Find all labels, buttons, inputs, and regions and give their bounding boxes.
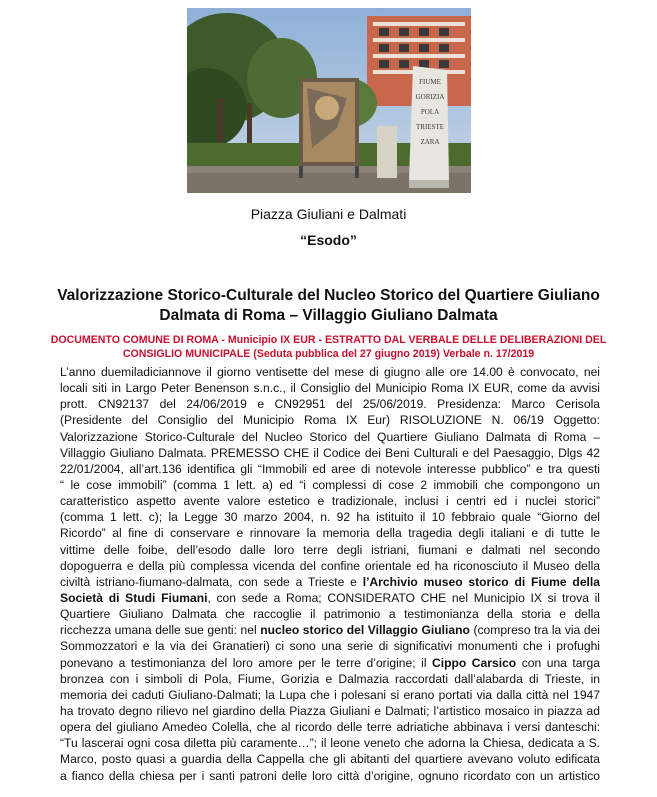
photo-caption-work: “Esodo” bbox=[300, 232, 357, 248]
body-line: Villaggio Giuliano Dalmata. PREMESSO CHE il Codice dei Beni Culturali e del Paesaggio, Dlgs 42 bbox=[60, 445, 600, 460]
body-bold-text: Cippo Carsico bbox=[432, 655, 517, 670]
body-line: “ le cose immobili” (comma 1 lett. a) ed “i complessi di cose 2 immobili che compongono un bbox=[60, 477, 600, 492]
header-line: CONSIGLIO MUNICIPALE (Seduta pubblica del 27 giugno 2019) Verbale n. 17/2019 bbox=[122, 348, 535, 360]
document-body bbox=[60, 364, 600, 784]
sign-line: GORIZIA bbox=[415, 93, 445, 101]
header-line: DOCUMENTO COMUNE DI ROMA - Municipio IX EUR - ESTRATTO DAL VERBALE DELLE DELIBERAZIONI DEL bbox=[50, 334, 607, 346]
body-line: prott. CN92137 del 24/06/2019 e CN92951 del 25/06/2019. Presidenza: Marco Cerisola bbox=[60, 397, 600, 412]
title-line: Dalmata di Roma – Villaggio Giuliano Dalmata bbox=[159, 307, 498, 324]
body-line: L’anno duemiladiciannove il giorno ventisette del mese di giugno alle ore 14.00 è convocato, nei bbox=[60, 365, 600, 379]
body-line: Marco, posto quasi a guardia della Cappella che gli abitanti del quartiere avevano voluto edificata bbox=[60, 752, 600, 767]
body-line: a fianco della chiesa per i santi patroni delle loro città d’origine, ognuno ricordato con un artistico bbox=[60, 768, 600, 783]
body-line: “Tu lascerai ogni cosa diletta più caramente…”; il leone veneto che adorna la Chiesa, dedicata a S. bbox=[60, 736, 600, 751]
title-line: Valorizzazione Storico-Culturale del Nucleo Storico del Quartiere Giuliano bbox=[57, 287, 600, 304]
body-bold-text: nucleo storico del Villaggio Giuliano bbox=[260, 623, 470, 638]
body-line bbox=[60, 574, 600, 590]
body-line: 22/01/2004, all’art.136 identifica gli “Immobili ed aree di notevole interesse pubblico” e tra questi bbox=[60, 461, 600, 476]
monument-photo bbox=[187, 8, 471, 193]
body-line: (Presidente del Consiglio del Municipio Roma IX Eur) RISOLUZIONE N. 06/19 Oggetto: bbox=[60, 413, 600, 428]
body-line: (comma 1 lett. c); la Legge 30 marzo 2004, n. 92 ha istituito il 10 febbraio quale “Giorno del bbox=[60, 510, 600, 525]
document-title bbox=[40, 286, 617, 326]
body-text: con una targa bbox=[516, 655, 600, 670]
body-line: opera del giuliano Amedeo Colella, che al ricordo delle terre adriatiche abbinava i versi danteschi: bbox=[60, 720, 600, 735]
body-line: ha trovato degno rilievo nel giardino della Piazza Giuliani e Dalmati; l’artistico mosaico in piazza ad bbox=[60, 703, 600, 718]
document-header bbox=[50, 333, 607, 361]
body-line: Quartiere Giuliano Dalmata che raccoglie il patrimonio a testimonianza della storia e della bbox=[60, 607, 600, 622]
body-line bbox=[60, 622, 600, 638]
body-line: locali siti in Largo Peter Benenson s.n.c., il Consiglio del Municipio Roma IX EUR, come da avvisi bbox=[60, 381, 600, 396]
body-line: Valorizzazione Storico-Culturale del Nucleo Storico del Quartiere Giuliano Dalmata di Roma – bbox=[60, 429, 600, 444]
body-text: civiltà istriano-fiumano-dalmata, con sede a Trieste e bbox=[60, 574, 363, 589]
body-text: (compreso tra la via dei bbox=[469, 623, 600, 638]
body-text: ponevano a testimonianza del loro amore per le terre d’origine; il bbox=[60, 655, 433, 670]
body-line: Sommozzatori e la via dei Granatieri) ci sono una serie di significativi monumenti che i profughi bbox=[60, 639, 600, 654]
body-bold-text: l’Archivio museo storico di Fiume della bbox=[362, 574, 600, 589]
sign-line: ZARA bbox=[420, 138, 440, 146]
sign-line: FIUME bbox=[419, 78, 441, 86]
body-line: dopoguerra e della più complessa vicenda del confine orientale ed ha riconosciuto il Museo della bbox=[60, 558, 600, 573]
body-text: , con sede a Roma; CONSIDERATO CHE nel Municipio IX si trova il bbox=[207, 590, 600, 605]
monument-photo-drawing bbox=[187, 8, 471, 193]
body-line: Ricordo” al fine di conservare e rinnovare la memoria della tragedia degli italiani e di tutte le bbox=[60, 526, 600, 541]
body-bold-text: Società di Studi Fiumani bbox=[60, 590, 208, 605]
body-text: ricchezza umana delle sue genti: nel bbox=[60, 623, 261, 638]
body-line: memoria dei caduti Giuliano-Dalmati; la Lupa che i polesani si erano portati via dalla città nel 1947 bbox=[60, 687, 600, 702]
sign-line: POLA bbox=[420, 108, 440, 116]
body-line: vittime delle foibe, dell’esodo dalle loro terre degli istriani, fiumani e dalmati nel secondo bbox=[60, 542, 600, 557]
body-line: caratteristico aspetto avente valore estetico e tradizionale, inclusi i centri ed i nuclei storici” bbox=[60, 494, 600, 509]
sign-line: TRIESTE bbox=[416, 123, 444, 131]
body-line bbox=[60, 590, 600, 606]
photo-caption-place: Piazza Giuliani e Dalmati bbox=[250, 206, 407, 222]
body-line bbox=[60, 655, 600, 671]
body-line: bronzea con i simboli di Pola, Fiume, Gorizia e Dalmazia raccordati dall’alabarda di Trieste, in bbox=[60, 671, 600, 686]
